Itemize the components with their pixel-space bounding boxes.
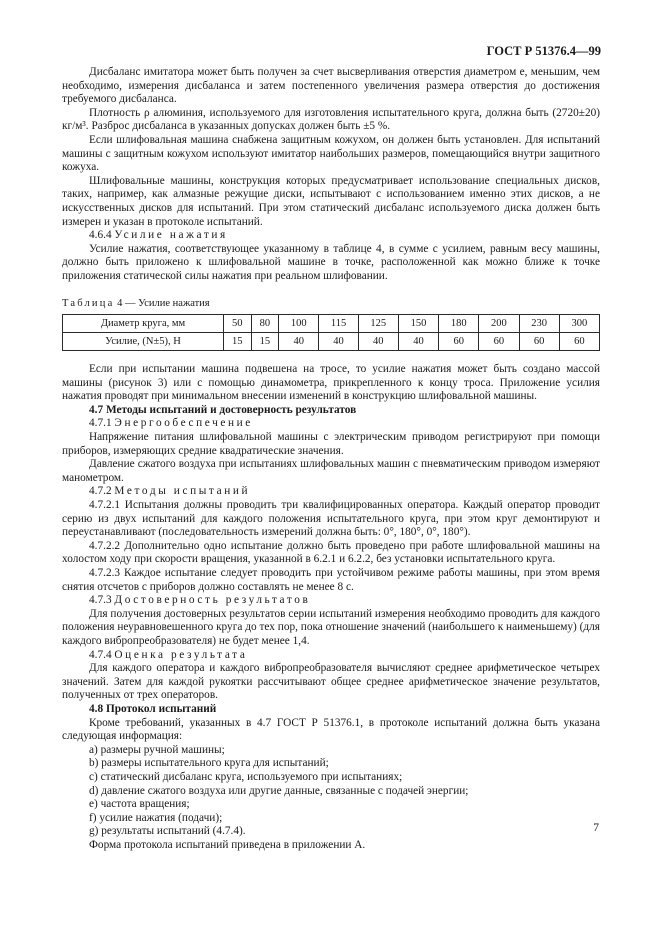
paragraph: Плотность ρ алюминия, используемого для изготовления испытательного круга, должна быть (2720±20) кг/м³. Разброс дисбаланса в указанных допусках должен быть ±5 %. <box>62 106 600 133</box>
table-cell: 50 <box>224 315 252 333</box>
table-cell: 60 <box>519 333 559 351</box>
table-cell: 230 <box>519 315 559 333</box>
paragraph: Шлифовальные машины, конструкция которых предусматривает использование специальных дисков, таких, например, как алмазные режущие диски, испытывают с использованием именно этих дисков, а не искусственных дисков для испытаний. При этом статический дисбаланс используемого диска должен быть измерен и указан в протоколе испытаний. <box>62 174 600 228</box>
table-cell: 60 <box>439 333 479 351</box>
table-cell: 60 <box>559 333 599 351</box>
list-item: b) размеры испытательного круга для испытаний; <box>89 757 329 770</box>
standard-header: ГОСТ Р 51376.4—99 <box>486 44 601 58</box>
table-cell: 40 <box>398 333 438 351</box>
table-cell: 60 <box>479 333 519 351</box>
list-item: c) статический дисбаланс круга, используемого при испытаниях; <box>89 770 403 783</box>
info-list <box>62 744 600 839</box>
force-table <box>62 314 600 351</box>
table-row <box>63 333 600 351</box>
table-cell: 15 <box>224 333 252 351</box>
section-heading-4-7-1 <box>62 417 600 431</box>
paragraph: Для получения достоверных результатов серии испытаний измерения необходимо проводить для каждого положения неуравновешенного круга до тех пор, пока отношение значений (наибольшего к наименьшему) (для каждого вибропреобразователя) не будет менее 1,4. <box>62 607 600 647</box>
table-caption-word: Таблица <box>62 297 115 309</box>
section-title: Энергообеспечение <box>114 417 253 430</box>
table-row-label: Диаметр круга, мм <box>63 315 224 333</box>
table-cell: 150 <box>398 315 438 333</box>
table-cell: 80 <box>251 315 279 333</box>
document-body <box>62 66 600 852</box>
table-cell: 200 <box>479 315 519 333</box>
section-title: Методы испытаний <box>114 485 251 498</box>
table-cell: 125 <box>358 315 398 333</box>
section-number: 4.7.3 <box>89 594 112 607</box>
section-number: 4.7.1 <box>89 417 112 430</box>
table-row <box>63 315 600 333</box>
section-title: Достоверность результатов <box>114 594 311 607</box>
paragraph: Форма протокола испытаний приведена в приложении А. <box>89 838 366 851</box>
section-number: 4.6.4 <box>89 229 112 242</box>
paragraph: Если при испытании машина подвешена на тросе, то усилие нажатия может быть создано массой машины (рисунок 3) или с помощью динамометра, прикрепленного к концу троса. Приложение усилия нажатия проводят при минимальном внесении изменений в конструкцию шлифовальной машины. <box>62 363 600 403</box>
paragraph: Давление сжатого воздуха при испытаниях шлифовальных машин с пневматическим приводом измеряют манометром. <box>62 458 600 484</box>
table-cell: 40 <box>358 333 398 351</box>
list-item: d) давление сжатого воздуха или другие данные, связанные с подачей энергии; <box>89 784 469 797</box>
section-number: 4.7.2 <box>89 485 112 498</box>
table-cell: 40 <box>279 333 319 351</box>
table-cell: 15 <box>251 333 279 351</box>
table-cell: 40 <box>319 333 358 351</box>
paragraph: Дисбаланс имитатора может быть получен за счет высверливания отверстия диаметром e, меньшим, чем необходимо, измерения дисбаланса и затем постепенного увеличения размера отверстия до достижения требуемого дисбаланса. <box>62 66 600 106</box>
paragraph: Если шлифовальная машина снабжена защитным кожухом, он должен быть установлен. Для испытаний машины с защитным кожухом используют имитатор наибольших размеров, помещающийся внутри защитного кожуха. <box>62 133 600 174</box>
table-cell: 100 <box>279 315 319 333</box>
paragraph: Для каждого оператора и каждого вибропреобразователя вычисляют среднее арифметическое четырех значений. Затем для каждой рукоятки рассчитывают общее среднее арифметическое значение результатов, полученных от трех операторов. <box>62 662 600 702</box>
section-heading-4-6-4 <box>62 229 600 243</box>
list-item: g) результаты испытаний (4.7.4). <box>89 825 246 838</box>
paragraph: 4.7.2.3 Каждое испытание следует проводить при устойчивом режиме работы машины, при этом время снятия отсчетов с приборов должно составлять не менее 8 с. <box>62 567 600 593</box>
section-heading-4-7: 4.7 Методы испытаний и достоверность результатов <box>89 403 357 416</box>
table-cell: 300 <box>559 315 599 333</box>
section-title: Усилие нажатия <box>114 229 228 242</box>
list-item: a) размеры ручной машины; <box>89 743 225 756</box>
page-number: 7 <box>593 822 599 834</box>
list-item: f) усилие нажатия (подачи); <box>89 811 223 824</box>
paragraph: Кроме требований, указанных в 4.7 ГОСТ Р 51376.1, в протоколе испытаний должна быть указана следующая информация: <box>62 716 600 743</box>
section-heading-4-7-3 <box>62 594 600 608</box>
paragraph: Напряжение питания шлифовальной машины с электрическим приводом регистрируют при помощи приборов, измеряющих средние квадратические значения. <box>62 431 600 457</box>
table-row-label: Усилие, (N±5), Н <box>63 333 224 351</box>
section-heading-4-8: 4.8 Протокол испытаний <box>89 702 217 715</box>
list-item: e) частота вращения; <box>89 798 190 811</box>
section-title: Оценка результата <box>114 648 248 661</box>
paragraph: Усилие нажатия, соответствующее указанному в таблице 4, в сумме с усилием, равным весу машины, должно быть приложено к шлифовальной машине в точке, расположенной как можно ближе к точке приложения статической силы нажатия при реальном шлифовании. <box>62 242 600 282</box>
table-caption <box>62 297 600 311</box>
section-heading-4-7-2 <box>62 485 600 499</box>
table-cell: 180 <box>439 315 479 333</box>
section-number: 4.7.4 <box>89 648 112 661</box>
table-cell: 115 <box>319 315 358 333</box>
paragraph: 4.7.2.1 Испытания должны проводить три квалифицированных оператора. Каждый оператор проводит серию из двух испытаний для каждого положения испытательного круга, при этом круг демонтируют и переустанавливают (последовательность измерений должна быть: 0°, 180°, 0°, 180°). <box>62 499 600 539</box>
paragraph: 4.7.2.2 Дополнительно одно испытание должно быть проведено при работе шлифовальной машины на холостом ходу при скорости вращения, указанной в 6.2.1 и 6.2.2, без установки испытательного круга. <box>62 539 600 566</box>
table-caption-text: 4 — Усилие нажатия <box>117 297 210 309</box>
section-heading-4-7-4 <box>62 649 600 663</box>
